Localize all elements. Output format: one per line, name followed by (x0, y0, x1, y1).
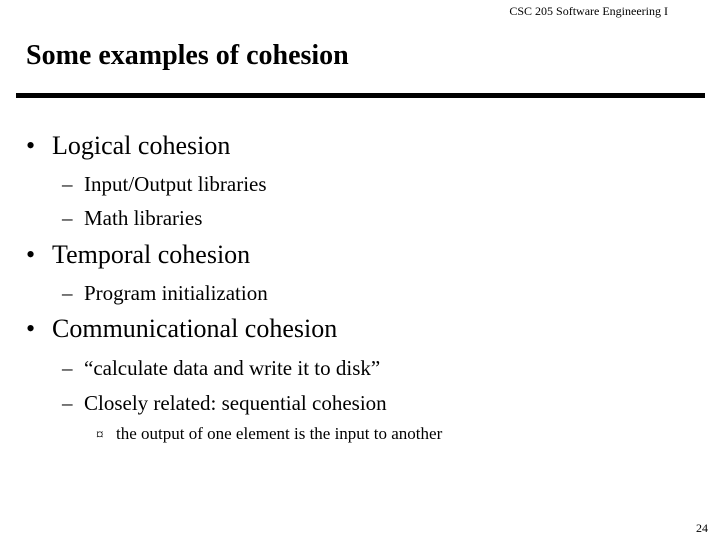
sub-bullet-math-libraries (62, 206, 202, 231)
bullet-text: Logical cohesion (52, 131, 231, 160)
title-divider (16, 93, 705, 98)
bullet-text: Temporal cohesion (52, 240, 251, 269)
bullet-text: Communicational cohesion (52, 314, 338, 343)
sub-sub-bullet-text: the output of one element is the input to another (116, 424, 443, 443)
bullet-communicational-cohesion (26, 314, 337, 344)
dash-marker: – (62, 356, 73, 380)
dash-marker: – (62, 206, 73, 230)
bullet-marker: • (26, 240, 36, 269)
bullet-temporal-cohesion (26, 240, 250, 270)
dash-marker: – (62, 172, 73, 196)
sub-bullet-text: Input/Output libraries (84, 172, 267, 196)
sub-bullet-io-libraries (62, 172, 267, 197)
slide-title: Some examples of cohesion (26, 40, 349, 71)
sub-bullet-text: “calculate data and write it to disk” (84, 356, 381, 380)
sub-bullet-text: Program initialization (84, 281, 268, 305)
sub-bullet-text: Closely related: sequential cohesion (84, 391, 387, 415)
sub-sub-bullet-output-input (96, 424, 442, 444)
dash-marker: – (62, 391, 73, 415)
slide-header: CSC 205 Software Engineering I (509, 4, 668, 18)
bullet-marker: • (26, 314, 36, 343)
page-number: 24 (696, 521, 708, 535)
sub-bullet-program-initialization (62, 281, 268, 306)
sub-bullet-text: Math libraries (84, 206, 203, 230)
sub-bullet-sequential-cohesion (62, 391, 387, 416)
sub-bullet-calculate-data (62, 356, 380, 381)
dash-marker: – (62, 281, 73, 305)
square-marker: ¤ (96, 427, 104, 443)
bullet-logical-cohesion (26, 131, 230, 161)
bullet-marker: • (26, 131, 36, 160)
